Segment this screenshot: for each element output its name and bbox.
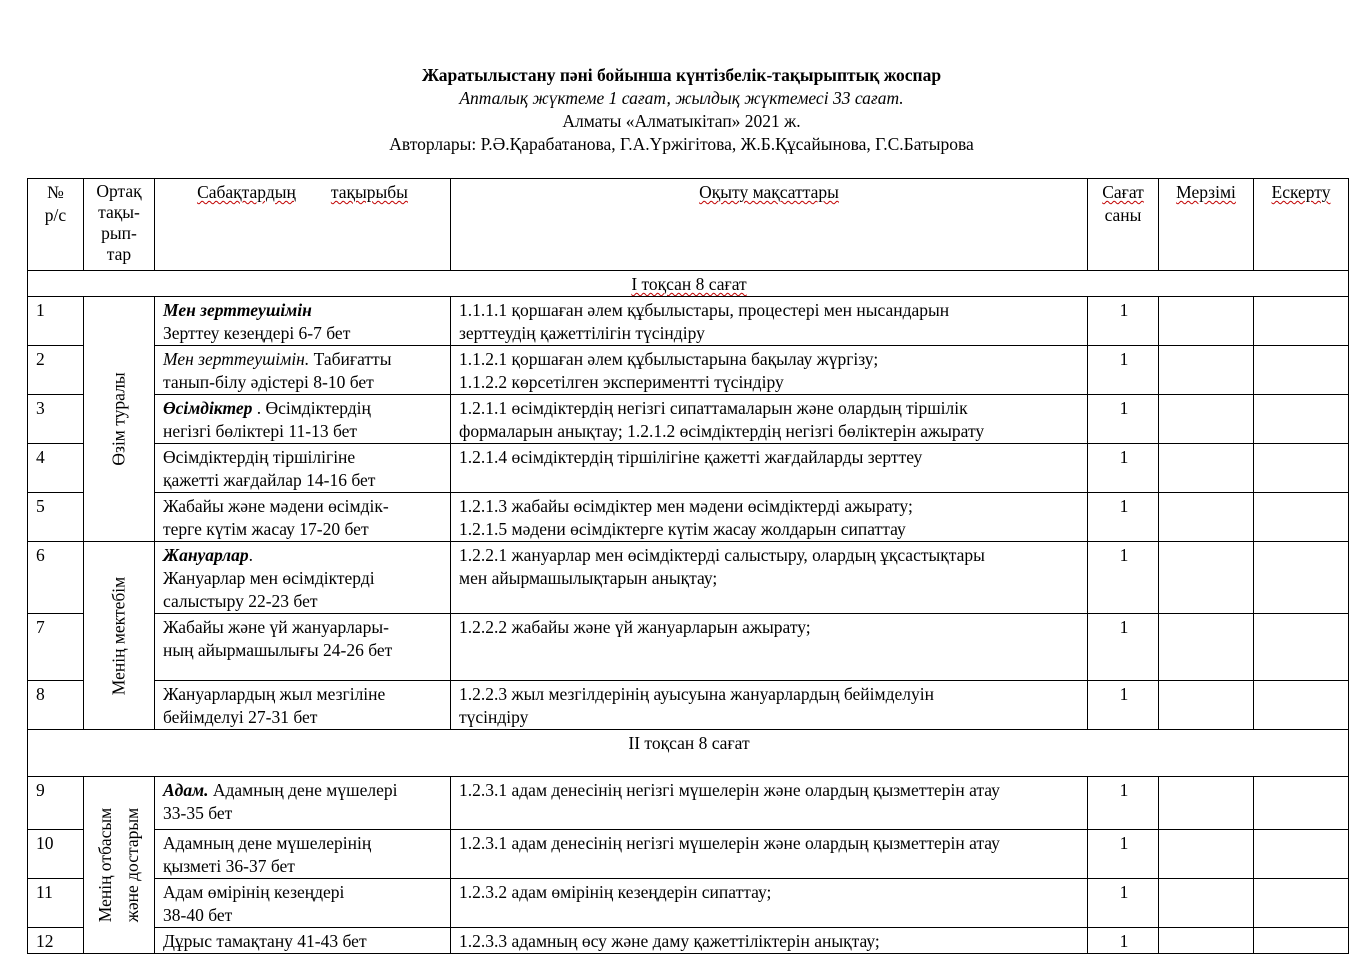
date-cell xyxy=(1159,614,1254,681)
row-number: 2 xyxy=(28,346,84,395)
note-cell xyxy=(1254,777,1349,830)
note-cell xyxy=(1254,681,1349,730)
note-cell xyxy=(1254,830,1349,879)
table-row xyxy=(28,879,1349,928)
hours-cell: 1 xyxy=(1088,830,1159,879)
date-cell xyxy=(1159,681,1254,730)
goal-cell: 1.2.2.2 жабайы және үй жануарларын ажырату; xyxy=(451,614,1088,681)
hours-cell: 1 xyxy=(1088,493,1159,542)
topic-cell: Жабайы және мәдени өсімдік- терге күтім жасау 17-20 бет xyxy=(155,493,451,542)
goal-cell: 1.2.3.1 адам денесінің негізгі мүшелерін және олардың қызметтерін атау xyxy=(451,830,1088,879)
goal-cell: 1.1.1.1 қоршаған әлем құбылыстары, процестері мен нысандарын зерттеудің қажеттілігін түсіндіру xyxy=(451,297,1088,346)
col-header-date: Мерзімі xyxy=(1159,179,1254,271)
table-row xyxy=(28,777,1349,830)
table-row xyxy=(28,395,1349,444)
goal-cell: 1.1.2.1 қоршаған әлем құбылыстарына бақылау жүргізу; 1.1.2.2 көрсетілген экспериментті түсіндіру xyxy=(451,346,1088,395)
date-cell xyxy=(1159,346,1254,395)
hours-cell: 1 xyxy=(1088,444,1159,493)
table-row xyxy=(28,542,1349,614)
quarter-label: I тоқсан 8 сағат xyxy=(28,271,1349,297)
note-cell xyxy=(1254,928,1349,954)
col-header-topic: Сабақтардың тақырыбы xyxy=(155,179,451,271)
date-cell xyxy=(1159,297,1254,346)
date-cell xyxy=(1159,928,1254,954)
goal-cell: 1.2.1.4 өсімдіктердің тіршілігіне қажетті жағдайларды зерттеу xyxy=(451,444,1088,493)
row-number: 9 xyxy=(28,777,84,830)
topic-cell: Жануарлар. Жануарлар мен өсімдіктерді салыстыру 22-23 бет xyxy=(155,542,451,614)
hours-cell: 1 xyxy=(1088,777,1159,830)
hours-cell: 1 xyxy=(1088,879,1159,928)
row-number: 8 xyxy=(28,681,84,730)
goal-cell: 1.2.1.3 жабайы өсімдіктер мен мәдени өсімдіктерді ажырату; 1.2.1.5 мәдени өсімдіктерге күтім жасау жолдарын сипаттау xyxy=(451,493,1088,542)
col-header-goals: Оқыту мақсаттары xyxy=(451,179,1088,271)
table-row xyxy=(28,928,1349,954)
topic-cell: Жануарлардың жыл мезгіліне бейімделуі 27-31 бет xyxy=(155,681,451,730)
goal-cell: 1.2.3.2 адам өмірінің кезеңдерін сипаттау; xyxy=(451,879,1088,928)
col-header-section: Ортақ тақы- рып- тар xyxy=(84,179,155,271)
section-label: Өзім туралы xyxy=(108,372,129,466)
hours-cell: 1 xyxy=(1088,297,1159,346)
table-row xyxy=(28,830,1349,879)
date-cell xyxy=(1159,777,1254,830)
goal-cell: 1.2.2.1 жануарлар мен өсімдіктерді салыстыру, олардың ұқсастықтары мен айырмашылықтарын анықтау; xyxy=(451,542,1088,614)
topic-cell: Мен зерттеушімін. Табиғатты танып-білу әдістері 8-10 бет xyxy=(155,346,451,395)
date-cell xyxy=(1159,830,1254,879)
note-cell xyxy=(1254,346,1349,395)
table-row xyxy=(28,297,1349,346)
section-cell xyxy=(84,542,155,730)
row-number: 4 xyxy=(28,444,84,493)
plan-table xyxy=(27,178,1349,954)
note-cell xyxy=(1254,614,1349,681)
hours-cell: 1 xyxy=(1088,542,1159,614)
document-subtitle: Апталық жүктеме 1 сағат, жылдық жүктемесі 33 сағат. xyxy=(459,88,904,108)
document-title: Жаратылыстану пәні бойынша күнтізбелік-тақырыптық жоспар xyxy=(421,65,942,85)
goal-cell: 1.2.1.1 өсімдіктердің негізгі сипаттамаларын және олардың тіршілік формаларын анықтау; 1.2.1.2 өсімдіктердің негізгі бөліктерін ажырату xyxy=(451,395,1088,444)
note-cell xyxy=(1254,542,1349,614)
date-cell xyxy=(1159,493,1254,542)
col-header-num: № р/с xyxy=(28,179,84,271)
table-row xyxy=(28,493,1349,542)
header-row xyxy=(28,179,1349,271)
date-cell xyxy=(1159,444,1254,493)
topic-cell: Жабайы және үй жануарлары- ның айырмашылығы 24-26 бет xyxy=(155,614,451,681)
section-cell xyxy=(84,297,155,542)
row-number: 7 xyxy=(28,614,84,681)
section-label: Менің отбасым және достарым xyxy=(95,807,142,923)
topic-cell: Адам өмірінің кезеңдері 38-40 бет xyxy=(155,879,451,928)
authors-line: Авторлары: Р.Ә.Қарабатанова, Г.А.Үржігітова, Ж.Б.Құсайынова, Г.С.Батырова xyxy=(389,134,974,154)
date-cell xyxy=(1159,395,1254,444)
note-cell xyxy=(1254,879,1349,928)
topic-cell: Өсімдіктердің тіршілігіне қажетті жағдайлар 14-16 бет xyxy=(155,444,451,493)
section-label: Менің мектебім xyxy=(108,576,129,695)
section-cell xyxy=(84,777,155,954)
note-cell xyxy=(1254,444,1349,493)
topic-cell: Адам. Адамның дене мүшелері 33-35 бет xyxy=(155,777,451,830)
publisher-line: Алматы «Алматыкітап» 2021 ж. xyxy=(562,111,801,131)
col-header-note: Ескерту xyxy=(1254,179,1349,271)
table-row xyxy=(28,681,1349,730)
quarter-row xyxy=(28,271,1349,297)
note-cell xyxy=(1254,493,1349,542)
row-number: 1 xyxy=(28,297,84,346)
row-number: 6 xyxy=(28,542,84,614)
document-header xyxy=(0,64,1363,156)
topic-cell: Дұрыс тамақтану 41-43 бет xyxy=(155,928,451,954)
hours-cell: 1 xyxy=(1088,395,1159,444)
topic-cell: Мен зерттеушімін Зерттеу кезеңдері 6-7 бет xyxy=(155,297,451,346)
goal-cell: 1.2.2.3 жыл мезгілдерінің ауысуына жануарлардың бейімделуін түсіндіру xyxy=(451,681,1088,730)
topic-cell: Адамның дене мүшелерінің қызметі 36-37 бет xyxy=(155,830,451,879)
table-row xyxy=(28,346,1349,395)
goal-cell: 1.2.3.1 адам денесінің негізгі мүшелерін және олардың қызметтерін атау xyxy=(451,777,1088,830)
hours-cell: 1 xyxy=(1088,614,1159,681)
row-number: 5 xyxy=(28,493,84,542)
quarter-label: II тоқсан 8 сағат xyxy=(28,730,1349,777)
note-cell xyxy=(1254,297,1349,346)
hours-cell: 1 xyxy=(1088,346,1159,395)
quarter-row xyxy=(28,730,1349,777)
row-number: 3 xyxy=(28,395,84,444)
note-cell xyxy=(1254,395,1349,444)
hours-cell: 1 xyxy=(1088,681,1159,730)
date-cell xyxy=(1159,879,1254,928)
topic-cell: Өсімдіктер . Өсімдіктердің негізгі бөліктері 11-13 бет xyxy=(155,395,451,444)
goal-cell: 1.2.3.3 адамның өсу және даму қажеттіліктерін анықтау; xyxy=(451,928,1088,954)
row-number: 10 xyxy=(28,830,84,879)
row-number: 11 xyxy=(28,879,84,928)
table-row xyxy=(28,444,1349,493)
col-header-hours: Сағат саны xyxy=(1088,179,1159,271)
row-number: 12 xyxy=(28,928,84,954)
hours-cell: 1 xyxy=(1088,928,1159,954)
table-row xyxy=(28,614,1349,681)
date-cell xyxy=(1159,542,1254,614)
